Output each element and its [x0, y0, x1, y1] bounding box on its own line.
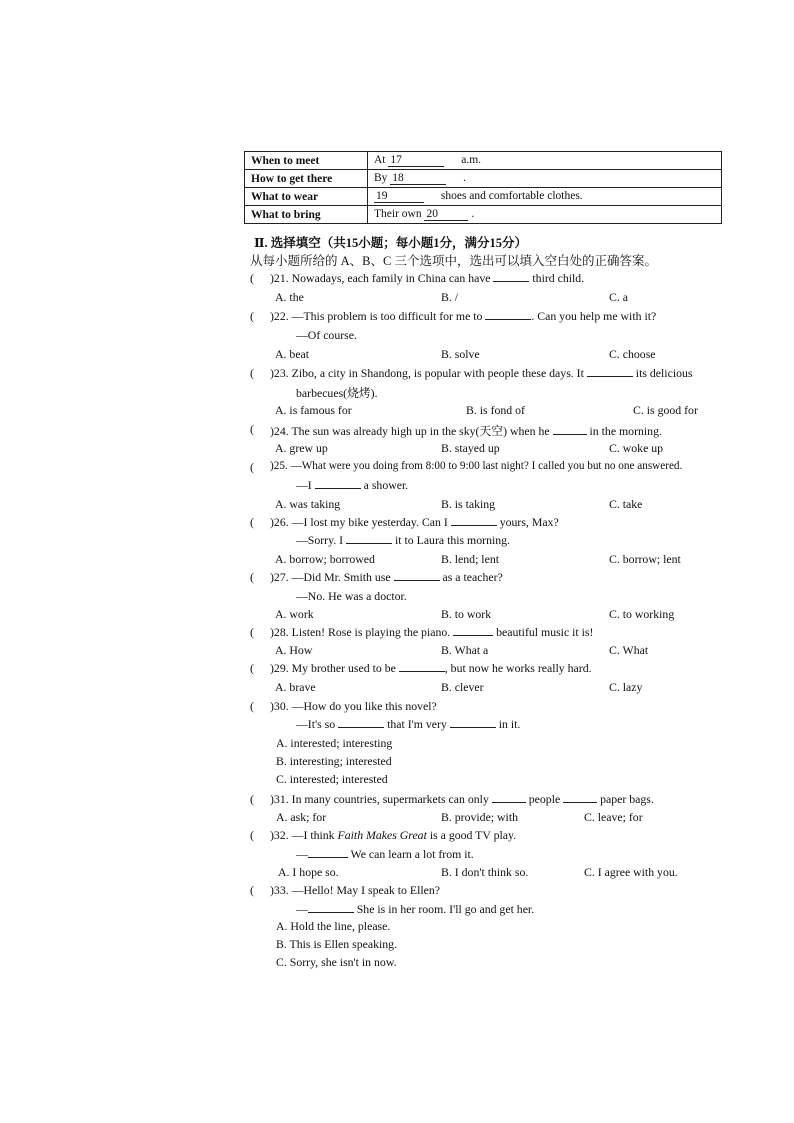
question-27: )27. —Did Mr. Smith use as a teacher? — [270, 570, 503, 584]
blank-19[interactable]: 19 — [374, 190, 424, 203]
question-26-reply: —Sorry. I it to Laura this morning. — [296, 533, 510, 547]
option-b[interactable]: B. clever — [441, 680, 484, 694]
option-c[interactable]: C. What — [609, 643, 649, 657]
option-c[interactable]: C. Sorry, she isn't in now. — [276, 955, 397, 969]
answer-bracket[interactable]: ( — [250, 271, 254, 285]
question-23: )23. Zibo, a city in Shandong, is popular with people these days. It its delicious — [270, 366, 693, 380]
option-b[interactable]: B. interesting; interested — [276, 754, 392, 768]
table-value: By 18 . — [368, 170, 722, 188]
option-c[interactable]: C. is good for — [633, 403, 698, 417]
option-a[interactable]: A. beat — [275, 347, 310, 361]
table-value: At 17 a.m. — [368, 152, 722, 170]
option-a[interactable]: A. Hold the line, please. — [276, 919, 391, 933]
question-25-reply: —I a shower. — [296, 478, 409, 492]
question-32-reply: — We can learn a lot from it. — [296, 847, 474, 861]
option-b[interactable]: B. lend; lent — [441, 552, 499, 566]
question-29: )29. My brother used to be , but now he works really hard. — [270, 661, 592, 675]
option-c[interactable]: C. take — [609, 497, 643, 511]
table-row — [245, 188, 722, 206]
option-a[interactable]: A. is famous for — [275, 403, 352, 417]
option-b[interactable]: B. / — [441, 290, 459, 304]
blank-18[interactable]: 18 — [390, 172, 446, 185]
option-a[interactable]: A. work — [275, 607, 314, 621]
table-row — [245, 170, 722, 188]
table-label: What to bring — [245, 206, 368, 224]
question-28: )28. Listen! Rose is playing the piano. beautiful music it is! — [270, 625, 594, 639]
question-22-reply: —Of course. — [296, 328, 357, 342]
option-b[interactable]: B. solve — [441, 347, 480, 361]
option-c[interactable]: C. interested; interested — [276, 772, 388, 786]
option-b[interactable]: B. I don't think so. — [441, 865, 529, 879]
option-c[interactable]: C. I agree with you. — [584, 865, 678, 879]
table-label: When to meet — [245, 152, 368, 170]
answer-bracket[interactable]: ( — [250, 570, 254, 584]
option-b[interactable]: B. provide; with — [441, 810, 519, 824]
question-26: )26. —I lost my bike yesterday. Can I yours, Max? — [270, 515, 559, 529]
answer-bracket[interactable]: ( — [250, 661, 254, 675]
table-label: How to get there — [245, 170, 368, 188]
table-label: What to wear — [245, 188, 368, 206]
option-b[interactable]: B. to work — [441, 607, 492, 621]
question-33-reply: — She is in her room. I'll go and get her. — [296, 902, 535, 916]
question-31: )31. In many countries, supermarkets can only people paper bags. — [270, 792, 654, 806]
option-c[interactable]: C. borrow; lent — [609, 552, 681, 566]
option-b[interactable]: B. This is Ellen speaking. — [276, 937, 398, 951]
answer-bracket[interactable]: ( — [250, 309, 254, 323]
answer-bracket[interactable]: ( — [250, 883, 254, 897]
section-instruction: 从每小题所给的 A、B、C 三个选项中，选出可以填入空白处的正确答案。 — [250, 254, 657, 268]
question-24: )24. The sun was already high up in the sky(天空) when he in the morning. — [270, 424, 662, 438]
option-b[interactable]: B. is taking — [441, 497, 496, 511]
option-a[interactable]: A. grew up — [275, 441, 328, 455]
option-c[interactable]: C. lazy — [609, 680, 643, 694]
option-b[interactable]: B. stayed up — [441, 441, 500, 455]
question-25: )25. —What were you doing from 8:00 to 9:00 last night? I called you but no one answered. — [270, 460, 683, 472]
question-23-cont: barbecues(烧烤). — [296, 386, 378, 400]
option-a[interactable]: A. brave — [275, 680, 316, 694]
option-a[interactable]: A. the — [275, 290, 304, 304]
question-27-reply: —No. He was a doctor. — [296, 589, 407, 603]
section-title: Ⅱ. 选择填空（共15小题；每小题1分，满分15分） — [254, 236, 528, 250]
option-c[interactable]: C. choose — [609, 347, 656, 361]
answer-bracket[interactable]: ( — [250, 699, 254, 713]
answer-bracket[interactable]: ( — [250, 460, 254, 474]
blank-17[interactable]: 17 — [388, 154, 444, 167]
table-value: Their own 20 . — [368, 206, 722, 224]
option-a[interactable]: A. interested; interesting — [276, 736, 393, 750]
question-22: )22. —This problem is too difficult for me to . Can you help me with it? — [270, 309, 657, 323]
option-a[interactable]: A. was taking — [275, 497, 341, 511]
option-c[interactable]: C. to working — [609, 607, 675, 621]
answer-bracket[interactable]: ( — [250, 422, 254, 436]
answer-bracket[interactable]: ( — [250, 366, 254, 380]
option-c[interactable]: C. a — [609, 290, 629, 304]
blank-20[interactable]: 20 — [424, 208, 468, 221]
question-33: )33. —Hello! May I speak to Ellen? — [270, 883, 441, 897]
option-a[interactable]: A. ask; for — [276, 810, 327, 824]
trip-info-table — [244, 151, 722, 224]
answer-bracket[interactable]: ( — [250, 828, 254, 842]
answer-bracket[interactable]: ( — [250, 792, 254, 806]
option-c[interactable]: C. woke up — [609, 441, 664, 455]
option-c[interactable]: C. leave; for — [584, 810, 643, 824]
question-30-reply: —It's so that I'm very in it. — [296, 717, 521, 731]
option-a[interactable]: A. I hope so. — [278, 865, 339, 879]
question-32: )32. —I think Faith Makes Great is a good TV play. — [270, 828, 517, 842]
question-30: )30. —How do you like this novel? — [270, 699, 437, 713]
option-a[interactable]: A. How — [275, 643, 313, 657]
table-value: 19 shoes and comfortable clothes. — [368, 188, 722, 206]
question-21: )21. Nowadays, each family in China can have third child. — [270, 271, 585, 285]
table-row — [245, 152, 722, 170]
option-a[interactable]: A. borrow; borrowed — [275, 552, 375, 566]
option-b[interactable]: B. is fond of — [466, 403, 525, 417]
answer-bracket[interactable]: ( — [250, 625, 254, 639]
table-row — [245, 206, 722, 224]
option-b[interactable]: B. What a — [441, 643, 489, 657]
answer-bracket[interactable]: ( — [250, 515, 254, 529]
